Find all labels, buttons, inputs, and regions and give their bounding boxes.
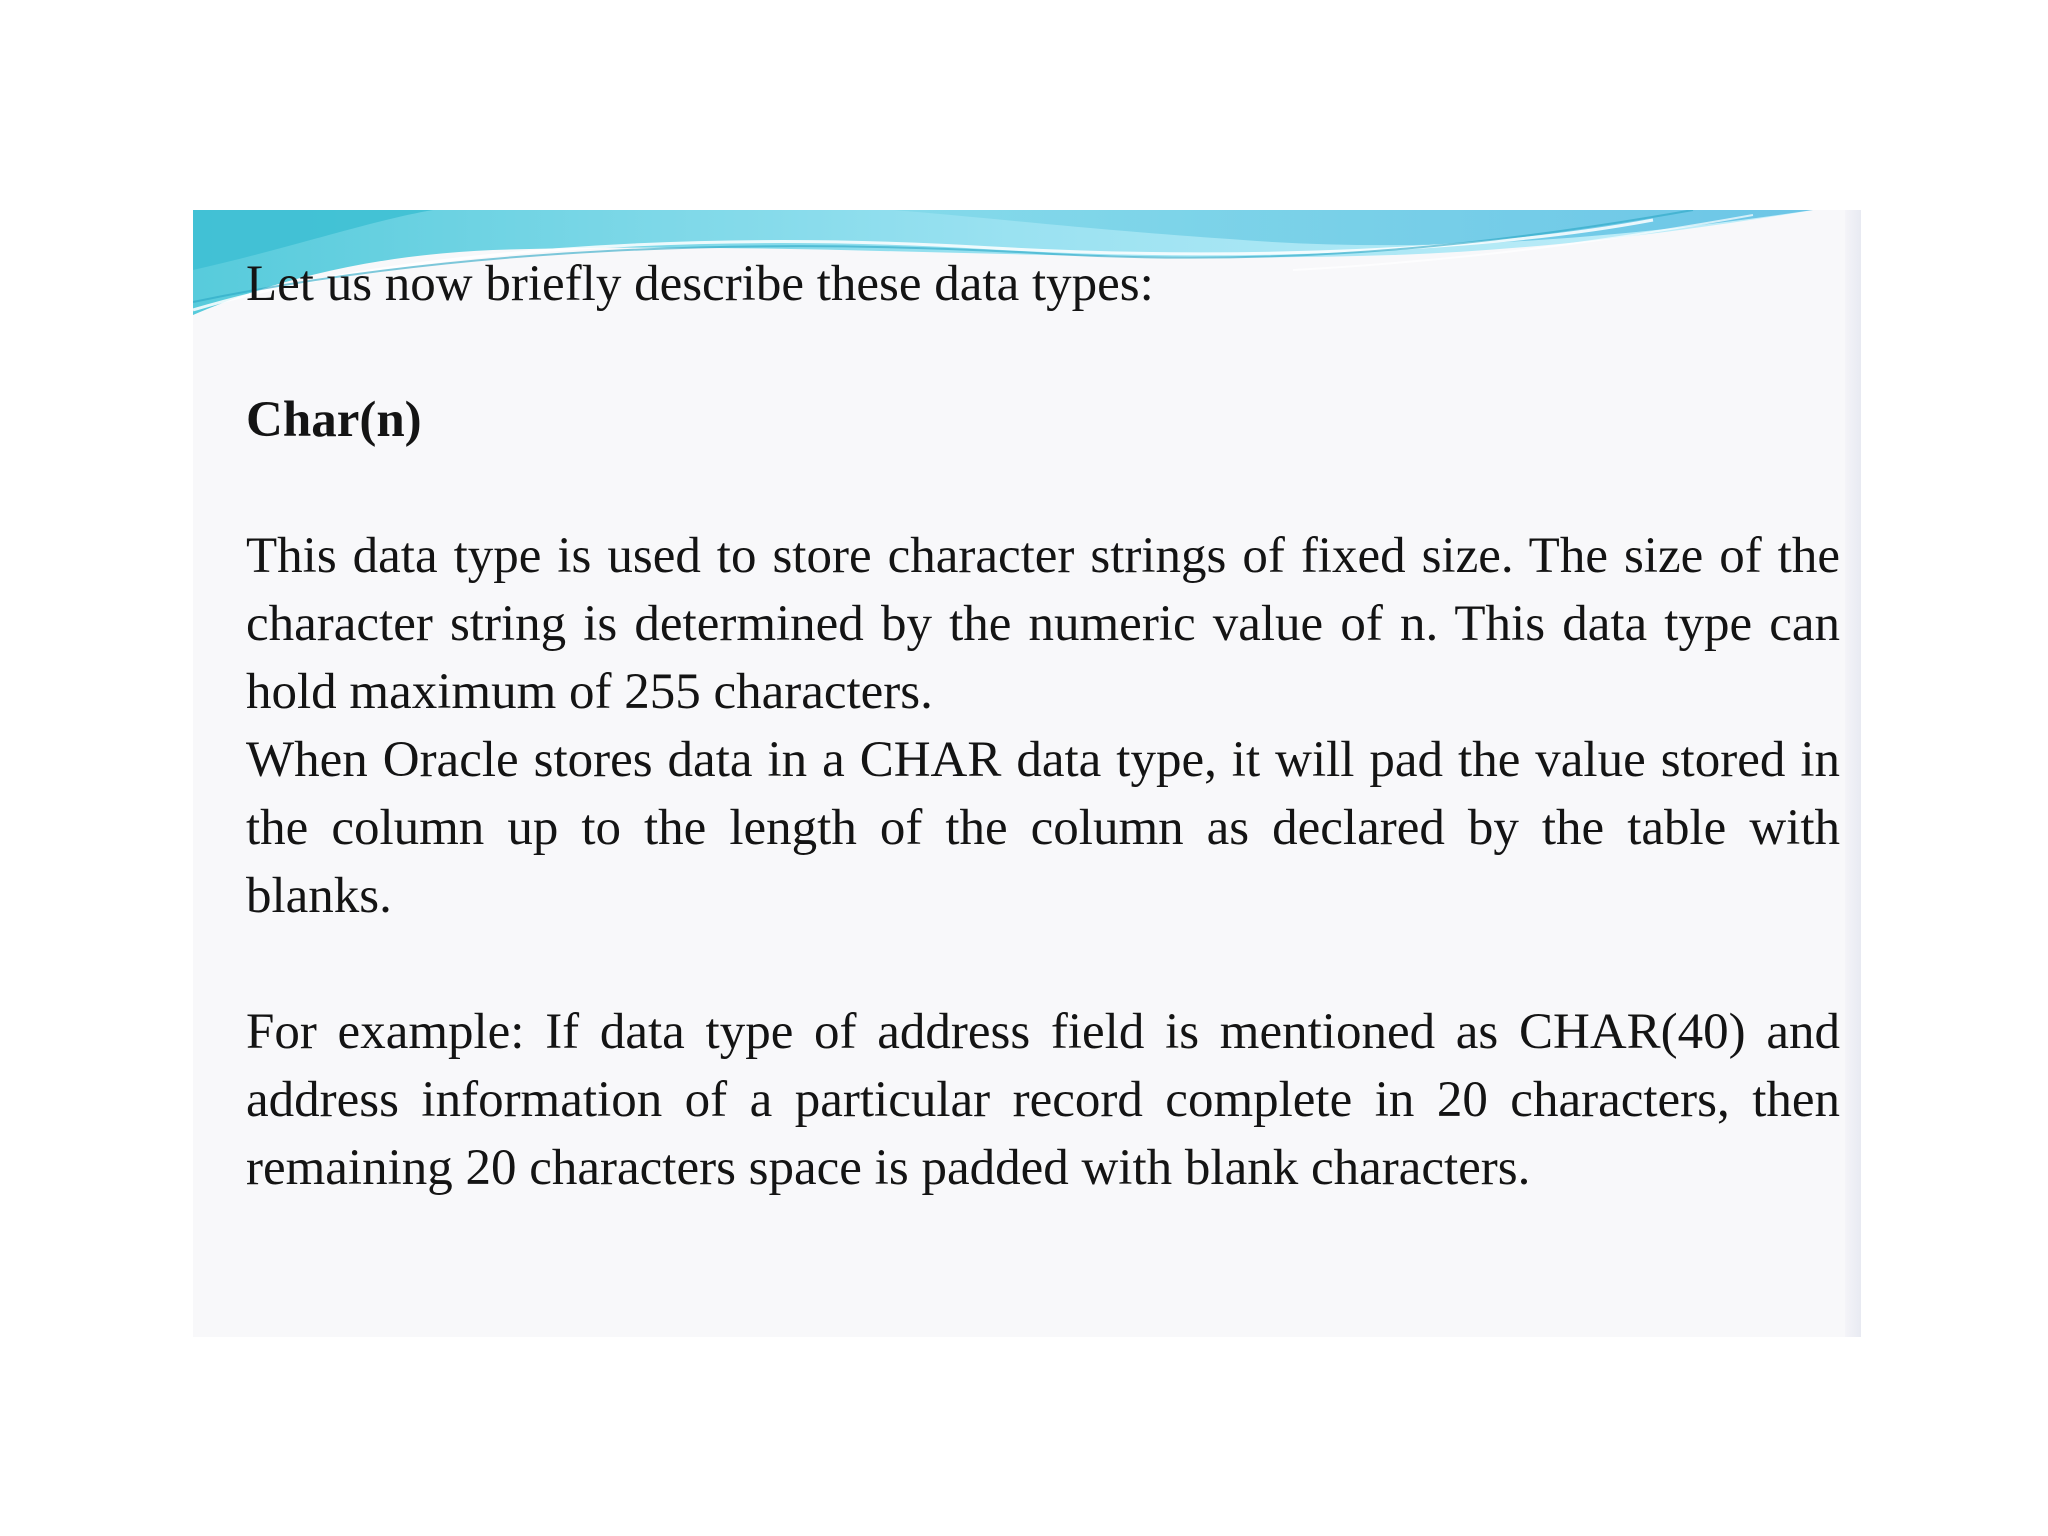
slide-body [246, 250, 1840, 1202]
paragraph-example: For example: If data type of address field is mentioned as CHAR(40) and address information of a particular record complete in 20 characters, then remaining 20 characters space is padded with blank characters. [246, 1004, 1840, 1196]
paragraph-description: This data type is used to store character strings of fixed size. The size of the character string is determined by the numeric value of n. This data type can hold maximum of 255 characters. [246, 528, 1840, 720]
slide-edge [1845, 210, 1861, 1337]
paragraph-padding: When Oracle stores data in a CHAR data type, it will pad the value stored in the column up to the length of the column as declared by the table with blanks. [246, 732, 1840, 924]
section-heading: Char(n) [246, 392, 422, 448]
slide [193, 210, 1861, 1337]
intro-line: Let us now briefly describe these data types: [246, 256, 1154, 312]
